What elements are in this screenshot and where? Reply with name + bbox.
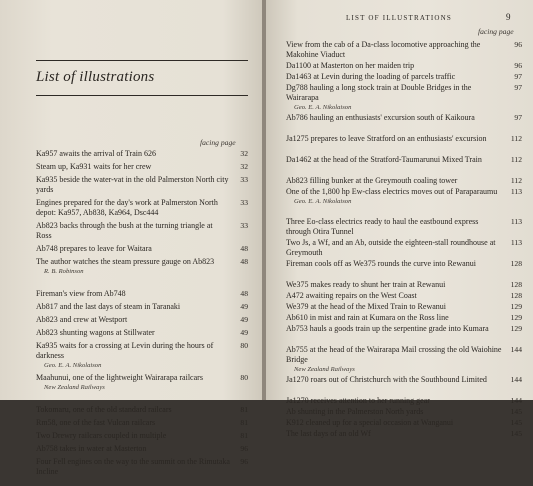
entry-caption: Tokomaru, one of the old standard railcars xyxy=(36,405,172,414)
entry-caption: Ab753 hauls a goods train up the serpentine grade into Kumara xyxy=(286,324,489,333)
list-entry xyxy=(36,315,248,325)
entry-page-number: 97 xyxy=(514,83,522,92)
list-entry xyxy=(286,324,522,334)
entry-page-number: 97 xyxy=(514,72,522,81)
entry-caption: We379 at the head of the Mixed Train to Rewanui xyxy=(286,302,446,311)
list-entry xyxy=(286,72,522,82)
entry-caption: Dg788 hauling a long stock train at Double Bridges in the Wairarapa xyxy=(286,83,472,102)
entry-page-number: 112 xyxy=(510,176,522,185)
list-entry xyxy=(36,198,248,218)
entry-caption: Da1462 at the head of the Stratford-Taumarunui Mixed Train xyxy=(286,155,482,164)
entry-caption: Ab758 takes in water at Masterton xyxy=(36,444,147,453)
entry-page-number: 81 xyxy=(240,405,248,414)
entry-caption: Ja1275 prepares to leave Stratford on an enthusiasts' excursion xyxy=(286,134,487,143)
entry-photo-credit: Geo. E. A. Nikolaison xyxy=(44,362,102,369)
entry-page-number: 112 xyxy=(510,155,522,164)
list-entry xyxy=(36,418,248,428)
entry-page-number: 144 xyxy=(510,396,522,405)
entry-caption: K912 cleaned up for a special occasion at Wanganui xyxy=(286,418,454,427)
entry-page-number: 145 xyxy=(510,429,522,438)
entry-page-number: 144 xyxy=(510,345,522,354)
list-entry xyxy=(36,431,248,441)
entry-page-number: 113 xyxy=(510,187,522,196)
entry-caption: A472 awaiting repairs on the West Coast xyxy=(286,291,417,300)
entry-caption: View from the cab of a Da-class locomotive approaching the Makohine Viaduct xyxy=(286,40,481,59)
entry-caption: Rm58, one of the fast Vulcan railcars xyxy=(36,418,156,427)
entry-caption: Ab shunting in the Palmerston North yards xyxy=(286,407,424,416)
entry-caption: Ab748 prepares to leave for Waitara xyxy=(36,244,152,253)
entry-photo-credit: R. B. Robinson xyxy=(44,268,84,275)
facing-page-label: facing page xyxy=(200,138,236,147)
list-entry xyxy=(286,83,522,112)
entry-caption: Two Drewry railcars coupled in multiple xyxy=(36,431,167,440)
entry-caption: Ab823 and crew at Westport xyxy=(36,315,128,324)
list-entry xyxy=(36,302,248,312)
list-title: List of illustrations xyxy=(36,69,155,85)
list-entry xyxy=(286,375,522,385)
list-entry xyxy=(286,302,522,312)
entry-caption: Ja1270 roars out of Christchurch with the Southbound Limited xyxy=(286,375,487,384)
list-entry xyxy=(36,162,248,172)
entry-page-number: 144 xyxy=(510,375,522,384)
list-entry xyxy=(36,341,248,370)
entry-page-number: 145 xyxy=(510,418,522,427)
entry-page-number: 145 xyxy=(510,407,522,416)
entry-page-number: 113 xyxy=(510,238,522,247)
entry-caption: Ka957 awaits the arrival of Train 626 xyxy=(36,149,156,158)
entry-page-number: 32 xyxy=(240,149,248,158)
entry-page-number: 97 xyxy=(514,113,522,122)
list-entry xyxy=(36,289,248,299)
list-entry xyxy=(286,113,522,123)
list-entry xyxy=(36,328,248,338)
entry-caption: Engines prepared for the day's work at Palmerston North depot: Ka957, Ab838, Ka964, Dsc444 xyxy=(36,198,218,217)
entry-caption: Ab823 backs through the bush at the turning triangle at Ross xyxy=(36,221,213,240)
entry-page-number: 48 xyxy=(240,244,248,253)
entry-page-number: 113 xyxy=(510,217,522,226)
entry-caption: Four Fell engines on the way to the summit on the Rimutaka Incline xyxy=(36,457,230,476)
entry-page-number: 96 xyxy=(514,40,522,49)
entry-caption: The author watches the steam pressure gauge on Ab823 xyxy=(36,257,215,266)
list-entry xyxy=(36,149,248,159)
entry-page-number: 80 xyxy=(240,373,248,382)
entry-page-number: 129 xyxy=(510,313,522,322)
entry-page-number: 128 xyxy=(510,291,522,300)
entry-page-number: 33 xyxy=(240,221,248,230)
entry-page-number: 32 xyxy=(240,162,248,171)
entry-page-number: 128 xyxy=(510,280,522,289)
list-entry xyxy=(286,40,522,60)
entry-caption: Fireman cools off as We375 rounds the curve into Rewanui xyxy=(286,259,476,268)
entry-caption: Da1463 at Levin during the loading of parcels traffic xyxy=(286,72,456,81)
entry-caption: Ab755 at the head of the Wairarapa Mail crossing the old Waiohine Bridge xyxy=(286,345,502,364)
entry-page-number: 129 xyxy=(510,324,522,333)
facing-page-label: facing page xyxy=(478,27,514,36)
list-entry xyxy=(286,418,522,428)
entry-page-number: 33 xyxy=(240,198,248,207)
list-entry xyxy=(286,313,522,323)
entry-page-number: 112 xyxy=(510,134,522,143)
list-entry xyxy=(286,291,522,301)
list-entry xyxy=(36,373,248,392)
list-entry xyxy=(36,457,248,486)
list-entry xyxy=(286,238,522,258)
list-entry xyxy=(286,280,522,290)
list-entry xyxy=(286,61,522,71)
entry-photo-credit: Geo. E. A. Nikolaison xyxy=(294,198,352,205)
list-entry xyxy=(36,405,248,415)
page-number: 9 xyxy=(506,12,511,22)
list-entry xyxy=(36,257,248,276)
entry-page-number: 49 xyxy=(240,328,248,337)
entry-caption: Steam up, Ka931 waits for her crew xyxy=(36,162,152,171)
list-entry xyxy=(36,221,248,241)
entry-caption: We375 makes ready to shunt her train at Rewanui xyxy=(286,280,446,289)
entry-caption: Da1100 at Masterton on her maiden trip xyxy=(286,61,415,70)
entry-caption: Two Js, a Wf, and an Ab, outside the eighteen-stall roundhouse at Greymouth xyxy=(286,238,496,257)
list-entry xyxy=(286,259,522,269)
entry-page-number: 48 xyxy=(240,289,248,298)
entry-caption: Ab823 filling bunker at the Greymouth coaling tower xyxy=(286,176,458,185)
entry-caption: Ab610 in mist and rain at Kumara on the Ross line xyxy=(286,313,449,322)
entry-caption: Fireman's view from Ab748 xyxy=(36,289,126,298)
right-page xyxy=(266,0,533,438)
entry-caption: Ja1270 receives attention to her running gear xyxy=(286,396,430,405)
entry-caption: Ab817 and the last days of steam in Taranaki xyxy=(36,302,181,311)
entry-page-number: 81 xyxy=(240,431,248,440)
running-head: LIST OF ILLUSTRATIONS xyxy=(346,14,452,22)
entry-photo-credit: Geo. E. A. Nikolaison xyxy=(294,104,352,111)
list-entry xyxy=(286,155,522,165)
list-entry xyxy=(286,396,522,406)
list-entry xyxy=(286,429,522,439)
list-entry xyxy=(36,444,248,454)
entry-page-number: 48 xyxy=(240,257,248,266)
entry-page-number: 49 xyxy=(240,302,248,311)
entry-caption: Ab823 shunting wagons at Stillwater xyxy=(36,328,155,337)
entry-photo-credit: New Zealand Railways xyxy=(294,366,355,373)
entry-page-number: 129 xyxy=(510,302,522,311)
entry-page-number: 33 xyxy=(240,175,248,184)
list-entry xyxy=(36,244,248,254)
title-top-rule xyxy=(36,60,248,61)
entry-caption: Ka935 beside the water-vat in the old Palmerston North city yards xyxy=(36,175,229,194)
entry-page-number: 81 xyxy=(240,418,248,427)
list-entry xyxy=(286,407,522,417)
list-entry xyxy=(286,134,522,144)
entry-caption: Ab786 hauling an enthusiasts' excursion south of Kaikoura xyxy=(286,113,475,122)
entry-caption: Three Eo-class electrics ready to haul the eastbound express through Otira Tunnel xyxy=(286,217,479,236)
entry-page-number: 128 xyxy=(510,259,522,268)
entry-page-number: 96 xyxy=(240,457,248,466)
entry-page-number: 96 xyxy=(240,444,248,453)
entry-photo-credit: New Zealand Railways xyxy=(44,384,105,391)
left-page xyxy=(0,0,262,485)
list-entry xyxy=(286,187,522,206)
list-entry xyxy=(286,345,522,374)
entry-caption: Maahunui, one of the lightweight Wairarapa railcars xyxy=(36,373,203,382)
list-entry xyxy=(286,176,522,186)
entry-caption: One of the 1,800 hp Ew-class electrics moves out of Paraparaumu xyxy=(286,187,498,196)
entry-caption: Ka935 waits for a crossing at Levin during the hours of darkness xyxy=(36,341,214,360)
entry-page-number: 49 xyxy=(240,315,248,324)
entry-page-number: 96 xyxy=(514,61,522,70)
title-bottom-rule xyxy=(36,95,248,96)
entry-photo-credit: New Zealand Railways xyxy=(44,478,105,485)
entry-page-number: 80 xyxy=(240,341,248,350)
entry-caption: The last days of an old Wf xyxy=(286,429,371,438)
list-entry xyxy=(36,175,248,195)
list-entry xyxy=(286,217,522,237)
